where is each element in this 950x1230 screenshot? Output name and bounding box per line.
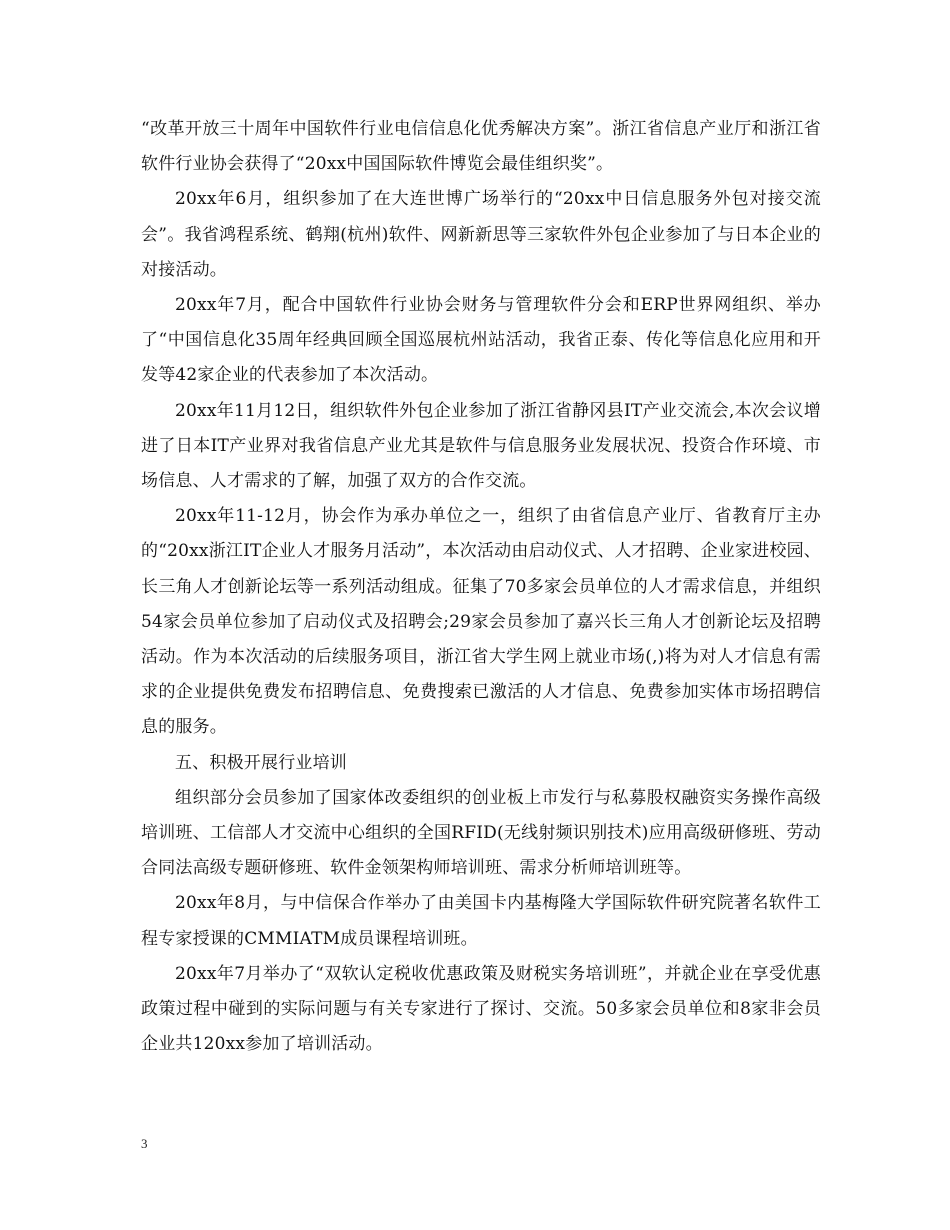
paragraph-dalian-exchange: 20xx年6月，组织参加了在大连世博广场举行的“20xx中日信息服务外包对接交流会”。我省鸿程系统、鹤翔(杭州)软件、网新新思等三家软件外包企业参加了与日本企业的对接活动。	[141, 189, 821, 280]
paragraph-continued: “改革开放三十周年中国软件行业电信信息化优秀解决方案”。浙江省信息产业厅和浙江省软件行业协会获得了“20xx中国国际软件博览会最佳组织奖”。	[141, 119, 821, 175]
paragraph-erp-tour: 20xx年7月，配合中国软件行业协会财务与管理软件分会和ERP世界网组织、举办了“中国信息化35周年经典回顾全国巡展杭州站活动，我省正泰、传化等信息化应用和开发等42家企业的代表参加了本次活动。	[141, 295, 821, 386]
paragraph-shizuoka-exchange: 20xx年11月12日，组织软件外包企业参加了浙江省静冈县IT产业交流会,本次会议增进了日本IT产业界对我省信息产业尤其是软件与信息服务业发展状况、投资合作环境、市场信息、人才需求的了解，加强了双方的合作交流。	[141, 400, 821, 492]
section-heading-training: 五、积极开展行业培训	[175, 752, 347, 773]
paragraph-training-courses: 组织部分会员参加了国家体改委组织的创业板上市发行与私募股权融资实务操作高级培训班、工信部人才交流中心组织的全国RFID(无线射频识别技术)应用高级研修班、劳动合同法高级专题研修班、软件金领架构师培训班、需求分析师培训班等。	[141, 787, 821, 879]
paragraph-tax-training: 20xx年7月举办了“双软认定税收优惠政策及财税实务培训班”，并就企业在享受优惠政策过程中碰到的实际问题与有关专家进行了探讨、交流。50多家会员单位和8家非会员企业共120xx参加了培训活动。	[141, 963, 821, 1055]
paragraph-cmmi-course: 20xx年8月，与中信保合作举办了由美国卡内基梅隆大学国际软件研究院著名软件工程专家授课的CMMIATM成员课程培训班。	[141, 893, 821, 949]
paragraph-talent-month: 20xx年11-12月，协会作为承办单位之一，组织了由省信息产业厅、省教育厅主办的“20xx浙江IT企业人才服务月活动”，本次活动由启动仪式、人才招聘、企业家进校园、长三角人才创新论坛等一系列活动组成。征集了70多家会员单位的人才需求信息，并组织54家会员单位参加了启动仪式及招聘会;29家会员参加了嘉兴长三角人才创新论坛及招聘活动。作为本次活动的后续服务项目，浙江省大学生网上就业市场(,)将为对人才信息有需求的企业提供免费发布招聘信息、免费搜索已激活的人才信息、免费参加实体市场招聘信息的服务。	[141, 506, 821, 738]
page-number: 3	[141, 1136, 148, 1151]
document-body	[141, 112, 821, 1062]
